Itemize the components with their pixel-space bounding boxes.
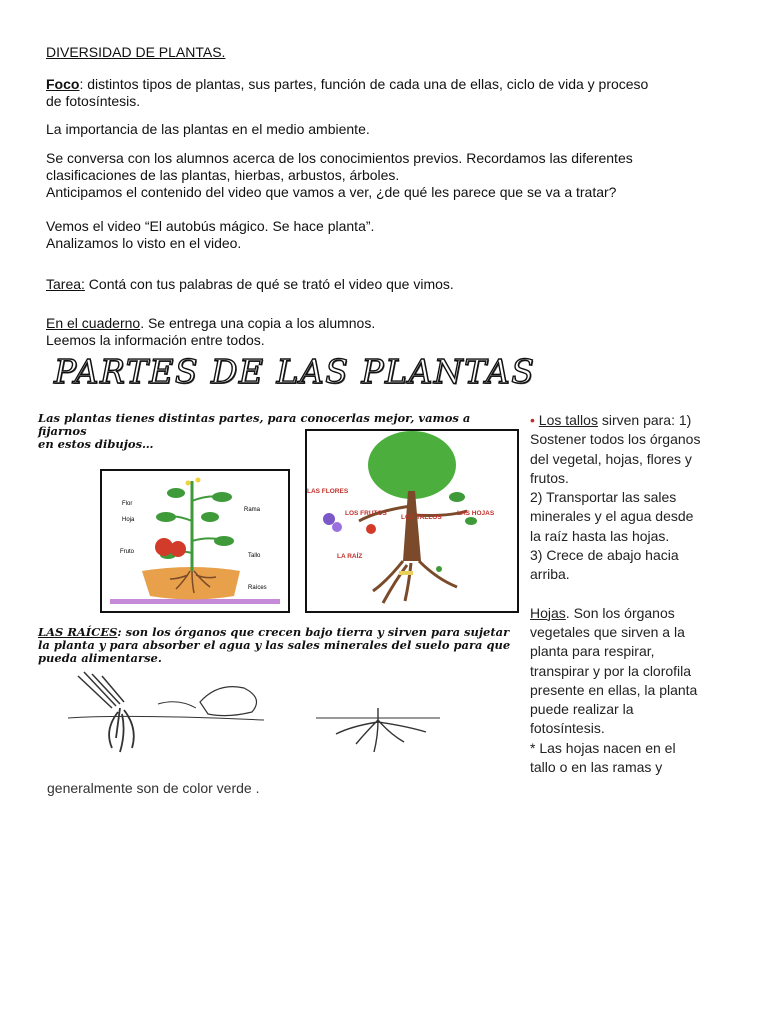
tarea-text: Contá con tus palabras de qué se trató el video que vimos. xyxy=(84,276,454,292)
intro-line1: Las plantas tienes distintas partes, para conocerlas mejor, vamos a fijarnos xyxy=(38,411,471,438)
importance-line: La importancia de las plantas en el medio ambiente. xyxy=(46,121,370,137)
label-las-hojas: LAS HOJAS xyxy=(457,510,495,517)
label-flor: Flor xyxy=(122,501,133,507)
cuaderno-text: . Se entrega una copia a los alumnos. xyxy=(140,315,376,331)
tallos-line-5: minerales y el agua desde xyxy=(530,508,694,525)
paragraph1-line3: Anticipamos el contenido del video que vamos a ver, ¿de qué les parece que se va a tratar? xyxy=(46,184,617,200)
tallos-line-7: 3) Crece de abajo hacia xyxy=(530,547,679,564)
hojas-line-6: fotosíntesis. xyxy=(530,720,605,737)
cuaderno-paragraph xyxy=(46,315,375,349)
intro-line2: en estos dibujos… xyxy=(38,437,154,451)
label-raices: Raíces xyxy=(248,585,267,591)
tallos-paragraph xyxy=(530,411,750,585)
raices-paragraph xyxy=(38,626,518,665)
worksheet-title: PARTES DE LAS PLANTAS xyxy=(54,352,536,391)
tallos-label: Los tallos xyxy=(538,412,598,428)
hojas-line-4: presente en ellas, la planta xyxy=(530,681,698,698)
conversation-paragraph xyxy=(46,150,746,201)
tallos-line-4: 2) Transportar las sales xyxy=(530,489,677,506)
video-line1: Vemos el video “El autobús mágico. Se hace planta”. xyxy=(46,218,375,234)
tallos-line-1: Sostener todos los órganos xyxy=(530,431,701,448)
tallos-line-6: la raíz hasta las hojas. xyxy=(530,527,670,544)
hojas-line-0: . Son los órganos xyxy=(565,604,675,621)
label-tallo: Tallo xyxy=(248,553,261,559)
raices-line3: pueda alimentarse. xyxy=(38,651,162,665)
label-los-frutos: LOS FRUTOS xyxy=(345,510,387,517)
footer-line: generalmente son de color verde . xyxy=(47,780,260,796)
paragraph1-line1: Se conversa con los alumnos acerca de los conocimientos previos. Recordamos las diferentes xyxy=(46,150,633,166)
tree-illustration xyxy=(307,431,517,611)
label-la-raiz: LA RAÍZ xyxy=(337,553,363,560)
hojas-line-5: puede realizar la xyxy=(530,701,634,718)
raices-line1: : son los órganos que crecen bajo tierra y sirven para sujetar xyxy=(117,625,510,639)
root-sketch-left xyxy=(68,668,268,754)
page-heading: DIVERSIDAD DE PLANTAS. xyxy=(46,44,226,60)
hojas-line-1: vegetales que sirven a la xyxy=(530,623,685,640)
hojas-line-8: tallo o en las ramas y xyxy=(530,759,663,776)
tallos-line-3: frutos. xyxy=(530,469,569,486)
tallos-line-0: sirven para: 1) xyxy=(597,412,692,428)
tarea-paragraph xyxy=(46,276,454,293)
paragraph1-line2: clasificaciones de las plantas, hierbas, arbustos, árboles. xyxy=(46,167,400,183)
raices-line2: la planta y para absorber el agua y las sales minerales del suelo para que xyxy=(38,638,511,652)
foco-text-line1: : distintos tipos de plantas, sus partes, función de cada una de ellas, ciclo de vida y proceso xyxy=(79,76,649,92)
tallos-line-8: arriba. xyxy=(530,566,570,583)
hojas-line-2: planta para respirar, xyxy=(530,643,655,660)
label-los-tallos: LOS TALLOS xyxy=(401,514,442,521)
foco-label: Foco xyxy=(46,76,80,92)
label-las-flores: LAS FLORES xyxy=(307,488,349,495)
foco-paragraph xyxy=(46,76,746,110)
tarea-label: Tarea: xyxy=(46,276,85,292)
tomato-plant-illustration xyxy=(102,471,288,611)
raices-label: LAS RAÍCES xyxy=(38,625,118,639)
label-hoja: Hoja xyxy=(122,517,135,523)
hojas-line-7: * Las hojas nacen en el xyxy=(530,739,676,756)
video-paragraph xyxy=(46,218,374,252)
video-line2: Analizamos lo visto en el video. xyxy=(46,235,242,251)
hojas-label: Hojas xyxy=(530,604,566,621)
bullet-marker: • xyxy=(530,412,535,428)
hojas-line-3: transpirar y por la clorofila xyxy=(530,662,692,679)
side-column xyxy=(530,411,750,777)
root-sketch-right xyxy=(316,708,444,756)
tallos-line-2: del vegetal, hojas, flores y xyxy=(530,450,692,467)
tree-diagram-frame xyxy=(305,429,519,613)
plant-diagram-frame xyxy=(100,469,290,613)
cuaderno-line2: Leemos la información entre todos. xyxy=(46,332,265,348)
label-fruto: Fruto xyxy=(120,549,135,555)
label-rama: Rama xyxy=(244,507,261,513)
cuaderno-label: En el cuaderno xyxy=(46,315,141,331)
hojas-paragraph xyxy=(530,604,750,778)
foco-text-line2: de fotosíntesis. xyxy=(46,93,141,109)
